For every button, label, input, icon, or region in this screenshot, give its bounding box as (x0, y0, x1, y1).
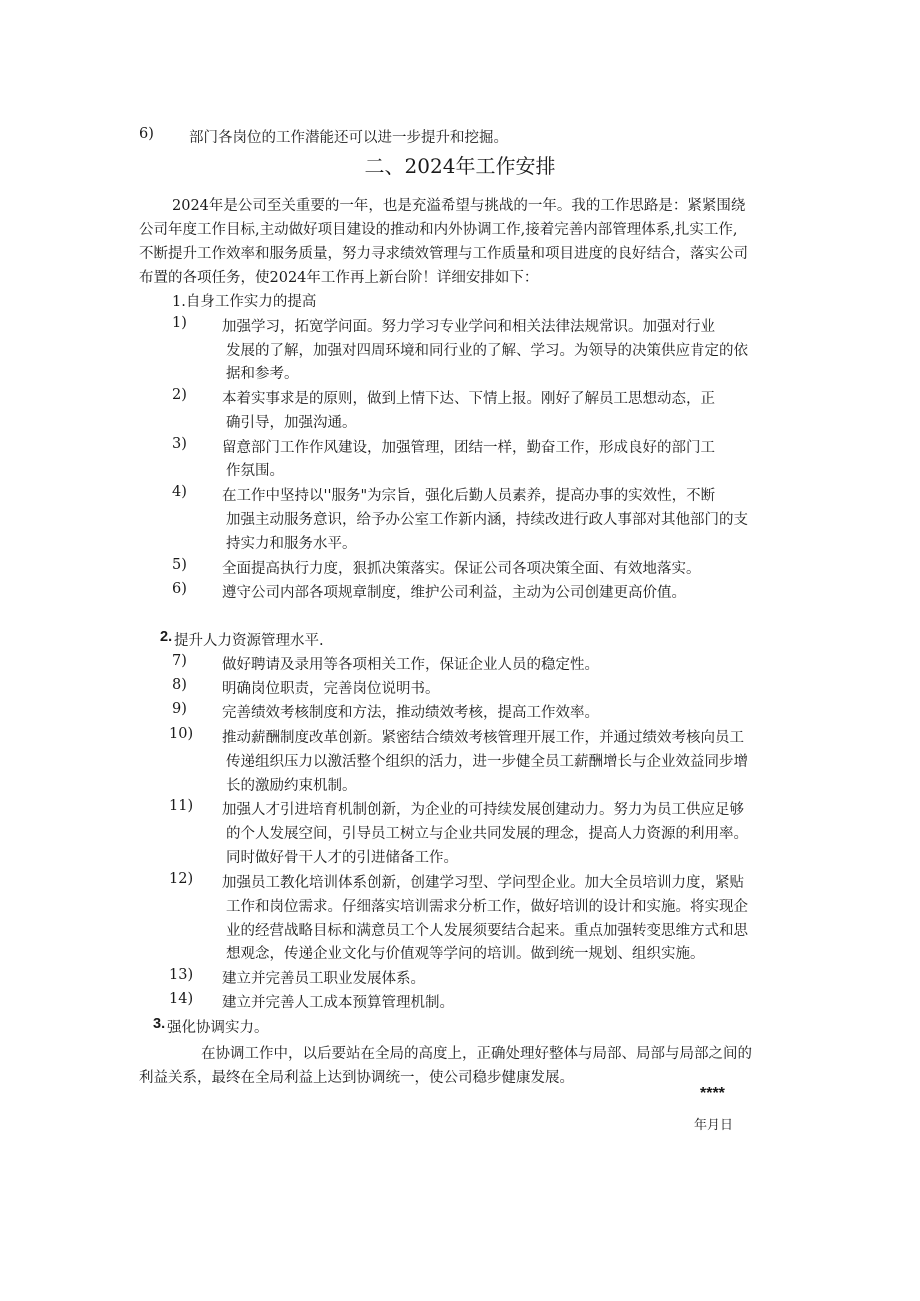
item-number: 6) (139, 126, 154, 142)
paragraph-line: 利益关系，最终在全局利益上达到协调统一，使公司稳步健康发展。 (139, 1070, 574, 1086)
item-number: 2) (172, 387, 187, 403)
item-line: 明确岗位职责，完善岗位说明书。 (222, 681, 440, 697)
item-line: 长的激励约束机制。 (226, 778, 357, 794)
item-line: 确引导，加强沟通。 (226, 415, 357, 431)
subsection-number: 3. (153, 1016, 166, 1032)
paragraph-line: 布置的各项任务，使2024年工作再上新台阶！详细安排如下： (139, 270, 539, 286)
item-number: 10) (169, 726, 194, 742)
item-number: 7) (172, 653, 187, 669)
signature: **** (700, 1085, 725, 1102)
paragraph-line: 2024年是公司至关重要的一年，也是充溢希望与挑战的一年。我的工作思路是：紧紧围绕 (172, 198, 746, 214)
paragraph-line: 公司年度工作目标,主动做好项目建设的推动和内外协调工作,接着完善内部管理体系,扎实工作, (139, 222, 738, 238)
subsection-number: 2. (160, 629, 173, 645)
subsection-heading: 1.自身工作实力的提高 (172, 294, 317, 310)
section-title: 二、2024年工作安排 (364, 154, 556, 178)
item-line: 加强主动服务意识，给予办公室工作新内涵，持续改进行政人事部对其他部门的支 (226, 512, 748, 528)
item-number: 5) (172, 557, 187, 573)
item-line: 建立并完善人工成本预算管理机制。 (222, 995, 454, 1011)
subsection-heading: 强化协调实力。 (167, 1020, 269, 1036)
item-line: 遵守公司内部各项规章制度，维护公司利益，主动为公司创建更高价值。 (222, 585, 686, 601)
item-line: 的个人发展空间，引导员工树立与企业共同发展的理念，提高人力资源的利用率。 (226, 826, 748, 842)
item-line: 作氛围。 (226, 463, 284, 479)
item-line: 加强学习，拓宽学问面。努力学习专业学问和相关法律法规常识。加强对行业 (222, 319, 715, 335)
item-line: 加强人才引进培育机制创新，为企业的可持续发展创建动力。努力为员工供应足够 (222, 802, 744, 818)
item-line: 做好聘请及录用等各项相关工作，保证企业人员的稳定性。 (222, 657, 599, 673)
item-number: 3) (172, 436, 187, 452)
item-line: 全面提高执行力度，狠抓决策落实。保证公司各项决策全面、有效地落实。 (222, 561, 701, 577)
item-number: 1) (172, 315, 187, 331)
item-number: 9) (172, 701, 187, 717)
item-text: 部门各岗位的工作潜能还可以进一步提升和挖掘。 (189, 130, 508, 146)
item-line: 同时做好骨干人才的引进储备工作。 (226, 850, 458, 866)
item-number: 14) (169, 991, 194, 1007)
item-number: 13) (169, 967, 194, 983)
item-line: 传递组织压力以激活整个组织的活力，进一步健全员工薪酬增长与企业效益同步增 (226, 754, 748, 770)
item-line: 推动薪酬制度改革创新。紧密结合绩效考核管理开展工作，并通过绩效考核向员工 (222, 730, 744, 746)
subsection-heading: 提升人力资源管理水平. (174, 633, 324, 649)
item-line: 留意部门工作作风建设，加强管理，团结一样，勤奋工作，形成良好的部门工 (222, 440, 715, 456)
paragraph-line: 不断提升工作效率和服务质量，努力寻求绩效管理与工作质量和项目进度的良好结合，落实公司 (139, 246, 748, 262)
item-number: 6) (172, 581, 187, 597)
item-line: 本着实事求是的原则，做到上情下达、下情上报。刚好了解员工思想动态，正 (222, 391, 715, 407)
item-line: 完善绩效考核制度和方法，推动绩效考核，提高工作效率。 (222, 705, 599, 721)
item-line: 建立并完善员工职业发展体系。 (222, 971, 425, 987)
item-number: 4) (172, 484, 187, 500)
item-number: 12) (169, 871, 194, 887)
item-line: 据和参考。 (226, 366, 299, 382)
paragraph-line: 在协调工作中，以后要站在全局的高度上，正确处理好整体与局部、局部与局部之间的 (201, 1046, 752, 1062)
item-number: 11) (169, 798, 194, 814)
item-line: 发展的了解，加强对四周环境和同行业的了解、学习。为领导的决策供应肯定的依 (226, 343, 748, 359)
item-line: 持实力和服务水平。 (226, 536, 357, 552)
item-line: 工作和岗位需求。仔细落实培训需求分析工作，做好培训的设计和实施。将实现企 (226, 899, 748, 915)
date: 年月日 (694, 1118, 734, 1133)
item-number: 8) (172, 677, 187, 693)
item-line: 在工作中坚持以''服务"为宗旨，强化后勤人员素养，提高办事的实效性，不断 (222, 488, 716, 504)
item-line: 业的经营战略目标和满意员工个人发展须要结合起来。重点加强转变思维方式和思 (226, 923, 748, 939)
item-line: 想观念，传递企业文化与价值观等学问的培训。做到统一规划、组织实施。 (226, 946, 705, 962)
item-line: 加强员工教化培训体系创新，创建学习型、学问型企业。加大全员培训力度，紧贴 (222, 875, 744, 891)
